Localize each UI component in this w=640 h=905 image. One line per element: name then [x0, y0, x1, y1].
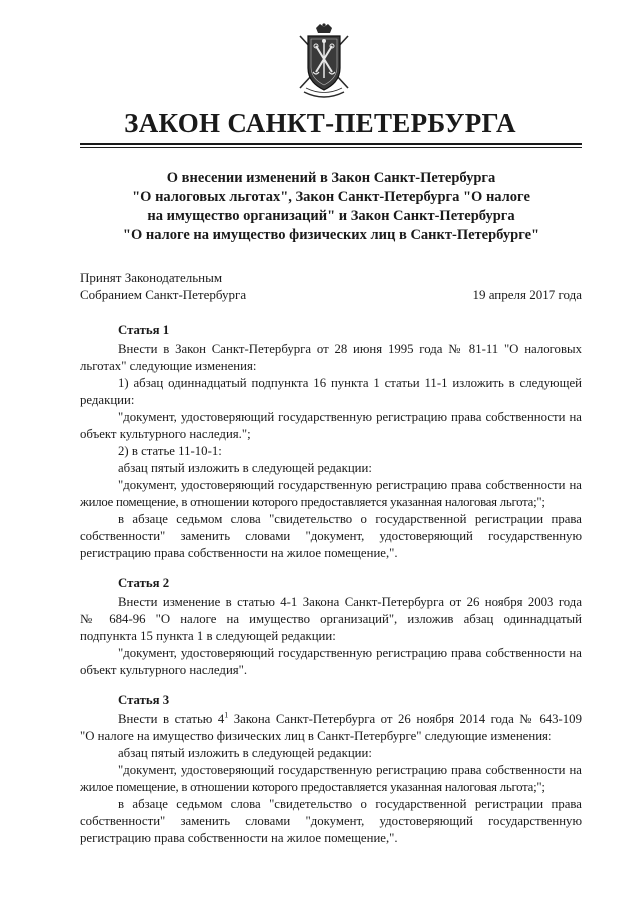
- article-text: [80, 594, 582, 679]
- text-line: "документ, удостоверяющий государственную регистрацию права собственности на: [118, 763, 582, 777]
- text-line: "О налоге на имущество физических лиц в Санкт-Петербурге" следующие изменения:: [80, 729, 552, 743]
- article-2: [80, 575, 582, 679]
- text-fragment: Внести в статью 4: [118, 712, 225, 726]
- article-1: [80, 322, 582, 562]
- article-heading: Статья 3: [118, 693, 170, 707]
- coat-of-arms-icon: [294, 22, 354, 102]
- text-line: абзац пятый изложить в следующей редакции:: [118, 461, 372, 475]
- article-heading: Статья 2: [118, 576, 170, 590]
- subtitle-line: О внесении изменений в Закон Санкт-Петербурга: [166, 170, 496, 186]
- text-line: абзац пятый изложить в следующей редакции:: [118, 746, 372, 760]
- text-line: жилое помещение, в отношении которого предоставляется указанная налоговая льгота;";: [80, 780, 545, 794]
- text-fragment: Закона Санкт-Петербурга от 26 ноября 2014 года № 643-109: [228, 712, 582, 726]
- subtitle-line: на имущество организаций" и Закон Санкт-Петербурга: [147, 208, 515, 224]
- text-line: "документ, удостоверяющий государственную регистрацию права собственности на: [118, 646, 582, 660]
- title-rule-thin: [80, 147, 582, 148]
- adoption-line-1: Принят Законодательным: [80, 270, 223, 285]
- text-line: "документ, удостоверяющий государственную регистрацию права собственности на: [118, 410, 582, 424]
- title-rule-thick: [80, 143, 582, 145]
- adoption-note: [80, 269, 246, 303]
- text-line: подпункта 15 пункта 1 в следующей редакции:: [80, 629, 336, 643]
- superscript: 1: [224, 710, 229, 720]
- text-line: "документ, удостоверяющий государственную регистрацию права собственности на: [118, 478, 582, 492]
- text-line: 2) в статье 11-10-1:: [118, 444, 222, 458]
- text-line: 1) абзац одиннадцатый подпункта 16 пункта 1 статьи 11-1 изложить в следующей: [118, 376, 582, 390]
- text-line: в абзаце седьмом слова "свидетельство о государственной регистрации права: [118, 797, 582, 811]
- subtitle-line: "О налоге на имущество физических лиц в Санкт-Петербурге": [122, 227, 540, 243]
- text-line: льготах" следующие изменения:: [80, 359, 257, 373]
- text-line: объект культурного наследия".: [80, 663, 248, 677]
- text-line: регистрацию права собственности на жилое помещение,".: [80, 546, 398, 560]
- article-text: [80, 341, 582, 562]
- text-line: собственности" заменить словами "документ, удостоверяющий государственную: [80, 814, 582, 828]
- text-line: [80, 711, 582, 728]
- text-line: Внести изменение в статью 4-1 Закона Санкт-Петербурга от 26 ноября 2003 года: [118, 595, 582, 609]
- text-line: объект культурного наследия.";: [80, 427, 251, 441]
- article-heading: Статья 1: [118, 323, 170, 337]
- text-line: № 684-96 "О налоге на имущество организаций", изложив абзац одиннадцатый: [80, 612, 582, 626]
- text-line: собственности" заменить словами "документ, удостоверяющий государственную: [80, 529, 582, 543]
- subtitle-line: "О налоговых льготах", Закон Санкт-Петербурга "О налоге: [132, 189, 530, 205]
- adoption-date: 19 апреля 2017 года: [472, 287, 582, 302]
- article-3: [80, 692, 582, 847]
- text-line: в абзаце седьмом слова "свидетельство о государственной регистрации права: [118, 512, 582, 526]
- law-body: [80, 322, 582, 860]
- text-line: регистрацию права собственности на жилое помещение,".: [80, 831, 398, 845]
- text-line: Внести в Закон Санкт-Петербурга от 28 июня 1995 года № 81-11 "О налоговых: [118, 342, 582, 356]
- adoption-line-2: Собранием Санкт-Петербурга: [80, 287, 247, 302]
- law-title: ЗАКОН САНКТ-ПЕТЕРБУРГА: [124, 108, 516, 138]
- text-line: жилое помещение, в отношении которого предоставляется указанная налоговая льгота;";: [80, 495, 545, 509]
- law-subtitle: [80, 169, 582, 245]
- text-line: редакции:: [80, 393, 135, 407]
- article-text: [80, 711, 582, 847]
